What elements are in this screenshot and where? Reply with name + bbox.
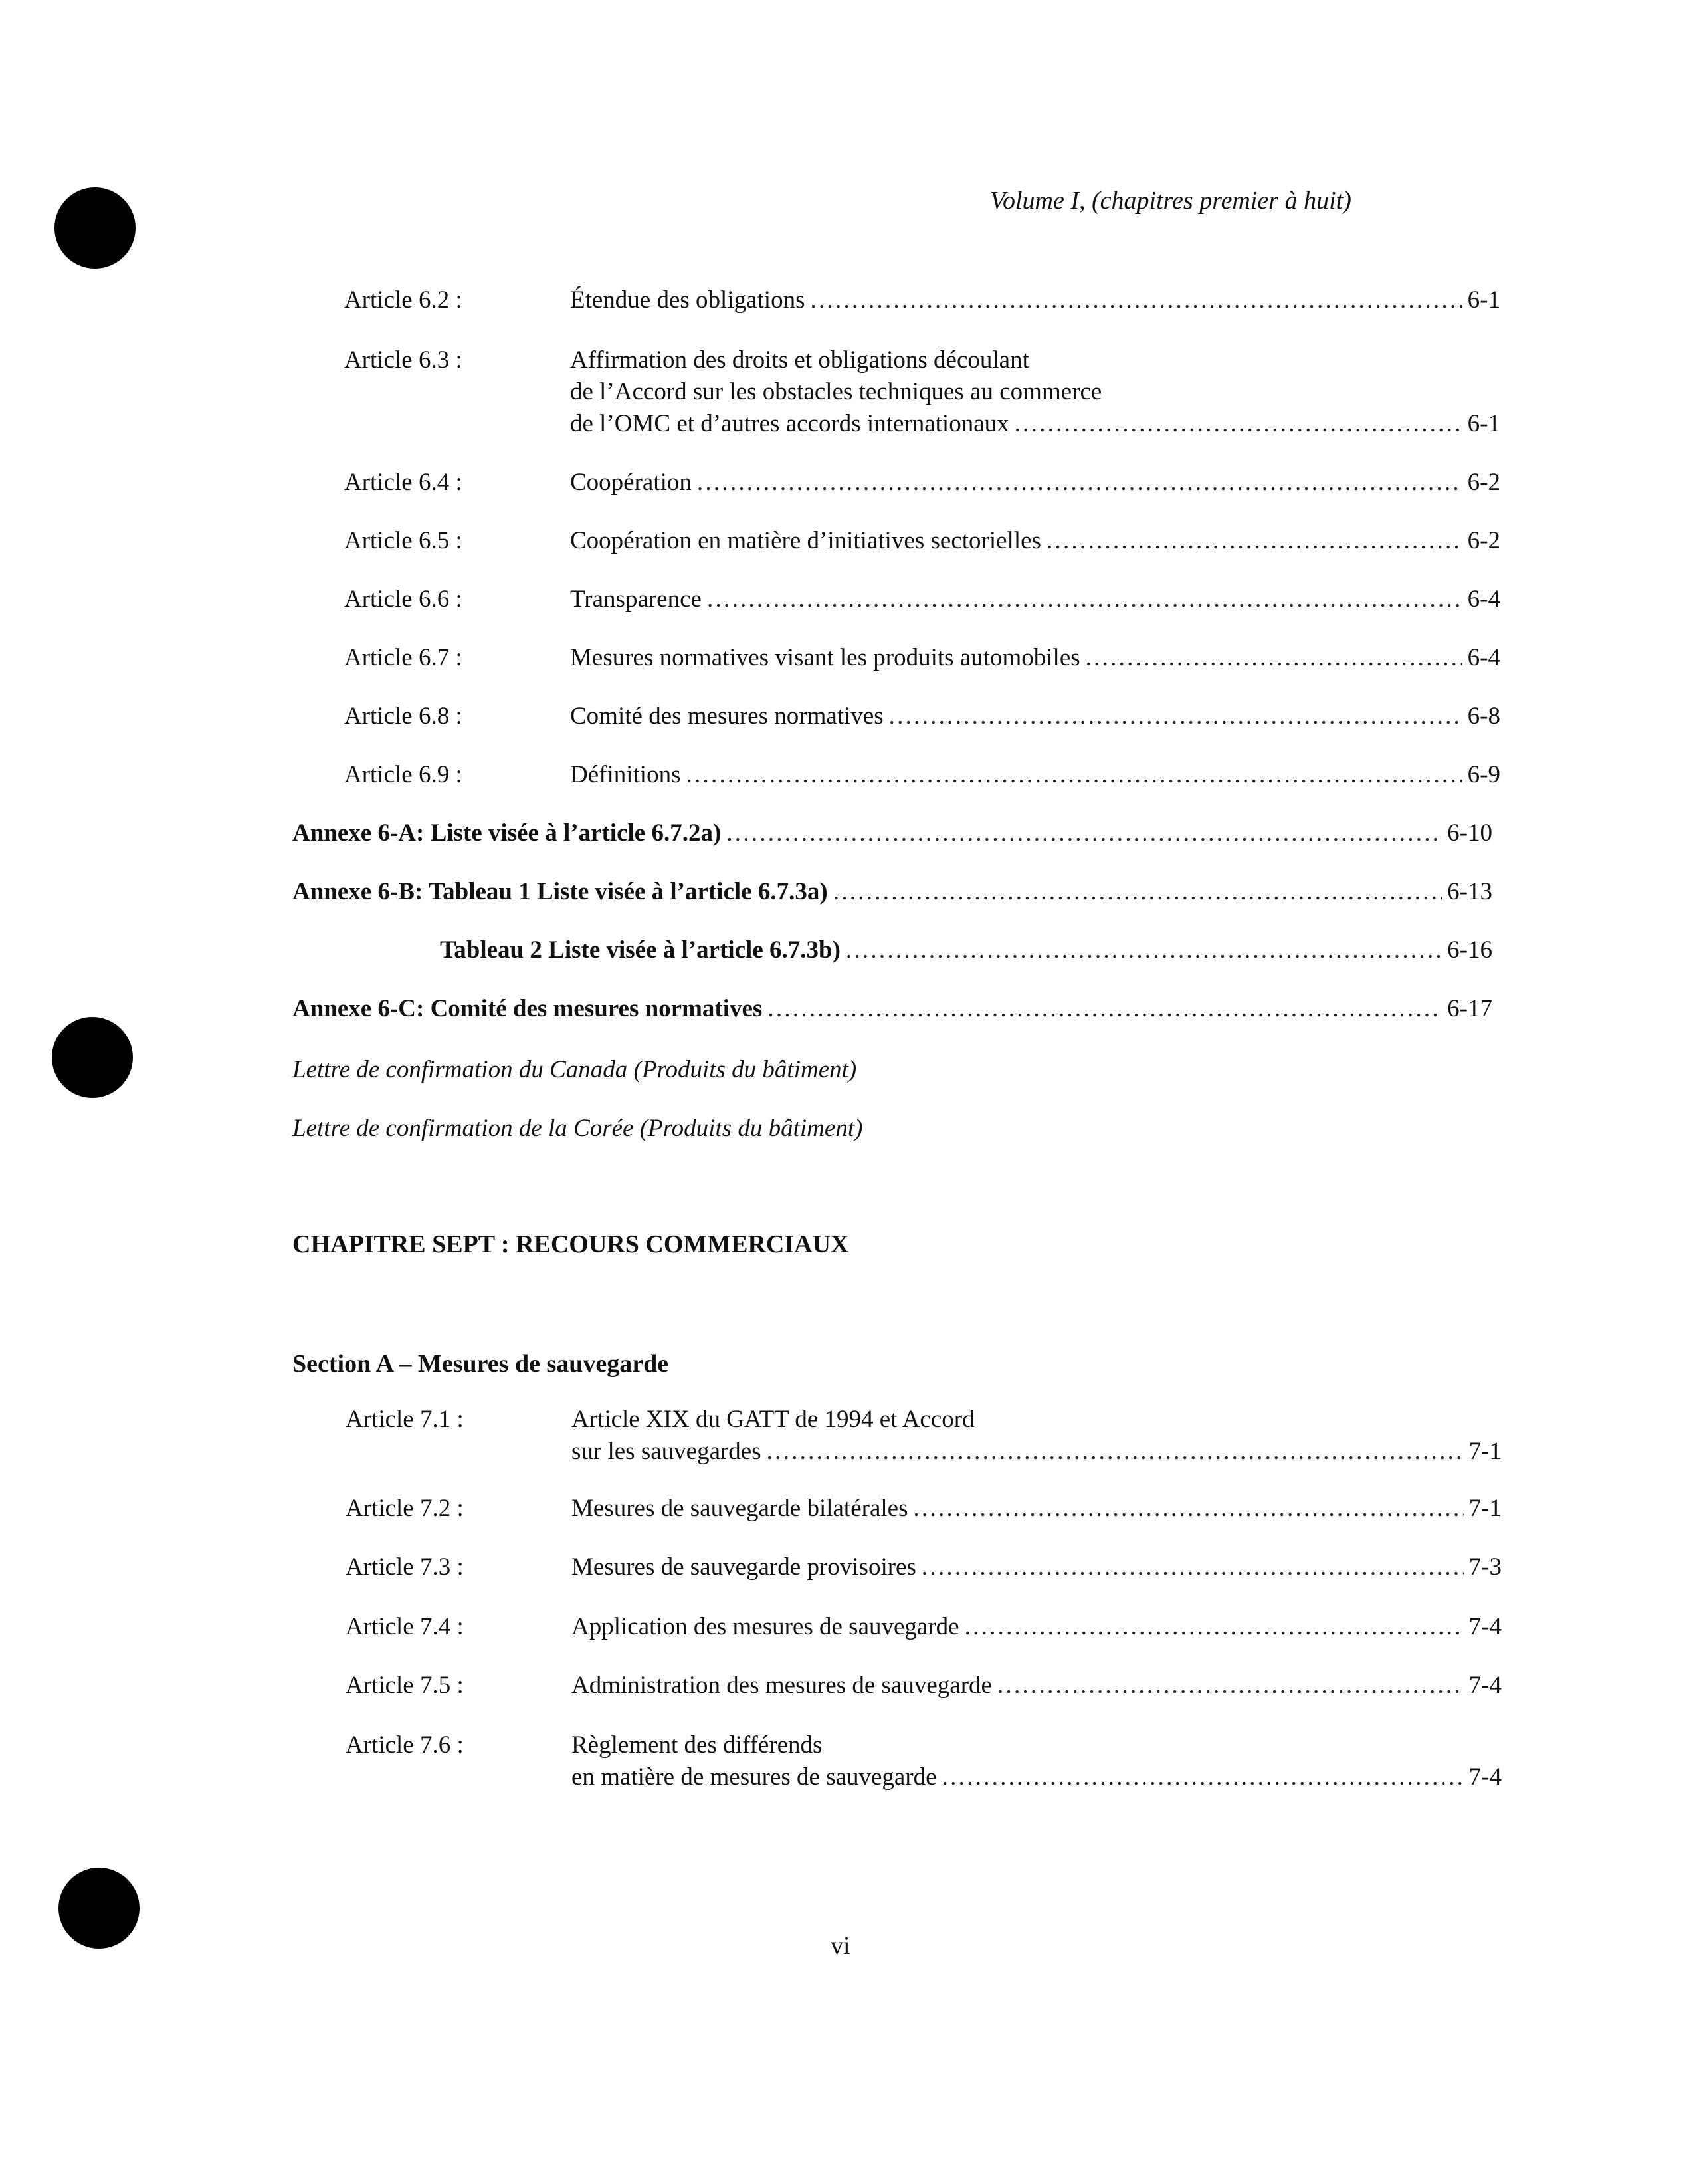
article-title: Coopération: [570, 469, 692, 496]
article-title-line: Article XIX du GATT de 1994 et Accord: [571, 1406, 975, 1433]
article-title: Coopération en matière d’initiatives sectorielles: [570, 527, 1041, 554]
article-page: 7-4: [1468, 1613, 1502, 1640]
article-body: [571, 1729, 1502, 1793]
dot-leader: [846, 934, 1442, 966]
article-page: 6-2: [1467, 469, 1500, 496]
article-title: en matière de mesures de sauvegarde: [571, 1763, 937, 1791]
running-header: Volume I, (chapitres premier à huit): [990, 187, 1351, 215]
article-number: Article 6.6 :: [344, 586, 462, 613]
article-leader-line: [570, 701, 1500, 732]
dot-leader: [997, 1670, 1464, 1701]
article-page: 6-8: [1467, 703, 1500, 730]
article-number: Article 6.2 :: [344, 286, 462, 314]
annex-leader-line: [292, 818, 1492, 849]
article-leader-line: [571, 1761, 1502, 1793]
article-number: Article 6.4 :: [344, 469, 462, 496]
annex-title: Annexe 6-B: Tableau 1 Liste visée à l’article 6.7.3a): [292, 878, 828, 905]
article-title-line: Affirmation des droits et obligations découlant: [570, 346, 1029, 374]
article-body: [571, 1551, 1502, 1583]
article-leader-line: [570, 525, 1500, 557]
article-title: Comité des mesures normatives: [570, 703, 884, 730]
article-title: Définitions: [570, 761, 681, 788]
article-number: Article 6.9 :: [344, 761, 462, 788]
article-body: [570, 701, 1500, 732]
article-title: Mesures de sauvegarde provisoires: [571, 1553, 916, 1581]
article-leader-line: [570, 584, 1500, 615]
article-body: [571, 1670, 1502, 1701]
annex-page: 6-13: [1447, 878, 1492, 905]
dot-leader: [965, 1611, 1464, 1643]
annex-leader-line: [440, 934, 1492, 966]
dot-leader: [833, 876, 1442, 908]
article-number: Article 6.5 :: [344, 527, 462, 554]
dot-leader: [811, 284, 1462, 316]
toc-annex-entry: [292, 876, 1492, 908]
article-number: Article 6.7 :: [344, 644, 462, 671]
article-leader-line: [570, 759, 1500, 791]
confirmation-letter-entry: Lettre de confirmation du Canada (Produits du bâtiment): [292, 1056, 857, 1083]
article-body: [570, 584, 1500, 615]
article-leader-line: [570, 642, 1500, 674]
dot-leader: [686, 759, 1462, 791]
page-number: vi: [831, 1932, 850, 1960]
toc-annex-entry: [292, 993, 1492, 1025]
dot-leader: [707, 584, 1462, 615]
article-number: Article 6.3 :: [344, 346, 462, 374]
article-page: 6-4: [1467, 586, 1500, 613]
article-number: Article 7.3 :: [346, 1553, 464, 1581]
article-title: de l’OMC et d’autres accords internationaux: [570, 410, 1009, 437]
article-page: 7-4: [1468, 1672, 1502, 1699]
annex-title: Annexe 6-A: Liste visée à l’article 6.7.2a): [292, 819, 722, 847]
article-title: Administration des mesures de sauvegarde: [571, 1672, 992, 1699]
article-leader-line: [570, 467, 1500, 498]
annex-page: 6-16: [1447, 936, 1492, 964]
section-title: Section A – Mesures de sauvegarde: [292, 1350, 669, 1378]
dot-leader: [1046, 525, 1462, 557]
article-number: Article 7.5 :: [346, 1672, 464, 1699]
annex-page: 6-10: [1447, 819, 1492, 847]
article-title: Étendue des obligations: [570, 286, 805, 314]
dot-leader: [767, 993, 1442, 1025]
article-number: Article 7.4 :: [346, 1613, 464, 1640]
article-leader-line: [571, 1611, 1502, 1643]
article-page: 6-4: [1467, 644, 1500, 671]
toc-annex-entry: [292, 818, 1492, 849]
article-number: Article 6.8 :: [344, 703, 462, 730]
chapter-title: CHAPITRE SEPT : RECOURS COMMERCIAUX: [292, 1230, 849, 1258]
dot-leader: [767, 1436, 1464, 1468]
article-number: Article 7.1 :: [346, 1406, 464, 1433]
article-leader-line: [571, 1493, 1502, 1525]
article-body: [570, 525, 1500, 557]
article-page: 7-1: [1468, 1438, 1502, 1465]
article-page: 6-1: [1467, 286, 1500, 314]
annex-leader-line: [292, 876, 1492, 908]
dot-leader: [1015, 408, 1462, 440]
confirmation-letter-entry: Lettre de confirmation de la Corée (Produits du bâtiment): [292, 1115, 863, 1142]
annex-title: Tableau 2 Liste visée à l’article 6.7.3b): [440, 936, 841, 964]
article-leader-line: [570, 408, 1500, 440]
dot-leader: [1086, 642, 1462, 674]
article-body: [570, 642, 1500, 674]
dot-leader: [726, 818, 1442, 849]
article-title: Mesures normatives visant les produits automobiles: [570, 644, 1080, 671]
article-title-line: Règlement des différends: [571, 1731, 823, 1759]
article-page: 6-9: [1467, 761, 1500, 788]
article-body: [570, 344, 1500, 440]
dot-leader: [889, 701, 1462, 732]
article-leader-line: [570, 284, 1500, 316]
dot-leader: [942, 1761, 1464, 1793]
punch-hole: [54, 187, 136, 269]
article-page: 7-3: [1468, 1553, 1502, 1581]
punch-hole: [52, 1017, 133, 1098]
article-number: Article 7.2 :: [346, 1495, 464, 1522]
article-body: [571, 1404, 1502, 1468]
dot-leader: [697, 467, 1462, 498]
dot-leader: [922, 1551, 1464, 1583]
article-title: sur les sauvegardes: [571, 1438, 761, 1465]
article-title: Transparence: [570, 586, 702, 613]
article-title: Application des mesures de sauvegarde: [571, 1613, 959, 1640]
article-page: 6-1: [1467, 410, 1500, 437]
toc-annex-entry: [440, 934, 1492, 966]
annex-leader-line: [292, 993, 1492, 1025]
article-number: Article 7.6 :: [346, 1731, 464, 1759]
annex-title: Annexe 6-C: Comité des mesures normatives: [292, 995, 763, 1022]
article-title: Mesures de sauvegarde bilatérales: [571, 1495, 908, 1522]
article-page: 6-2: [1467, 527, 1500, 554]
article-leader-line: [571, 1436, 1502, 1468]
article-leader-line: [571, 1551, 1502, 1583]
article-leader-line: [571, 1670, 1502, 1701]
annex-page: 6-17: [1447, 995, 1492, 1022]
article-page: 7-4: [1468, 1763, 1502, 1791]
article-body: [570, 467, 1500, 498]
dot-leader: [913, 1493, 1463, 1525]
article-body: [570, 759, 1500, 791]
article-body: [571, 1611, 1502, 1643]
article-body: [570, 284, 1500, 316]
punch-hole: [58, 1868, 140, 1949]
article-title-line: de l’Accord sur les obstacles techniques au commerce: [570, 378, 1102, 405]
article-body: [571, 1493, 1502, 1525]
article-page: 7-1: [1468, 1495, 1502, 1522]
